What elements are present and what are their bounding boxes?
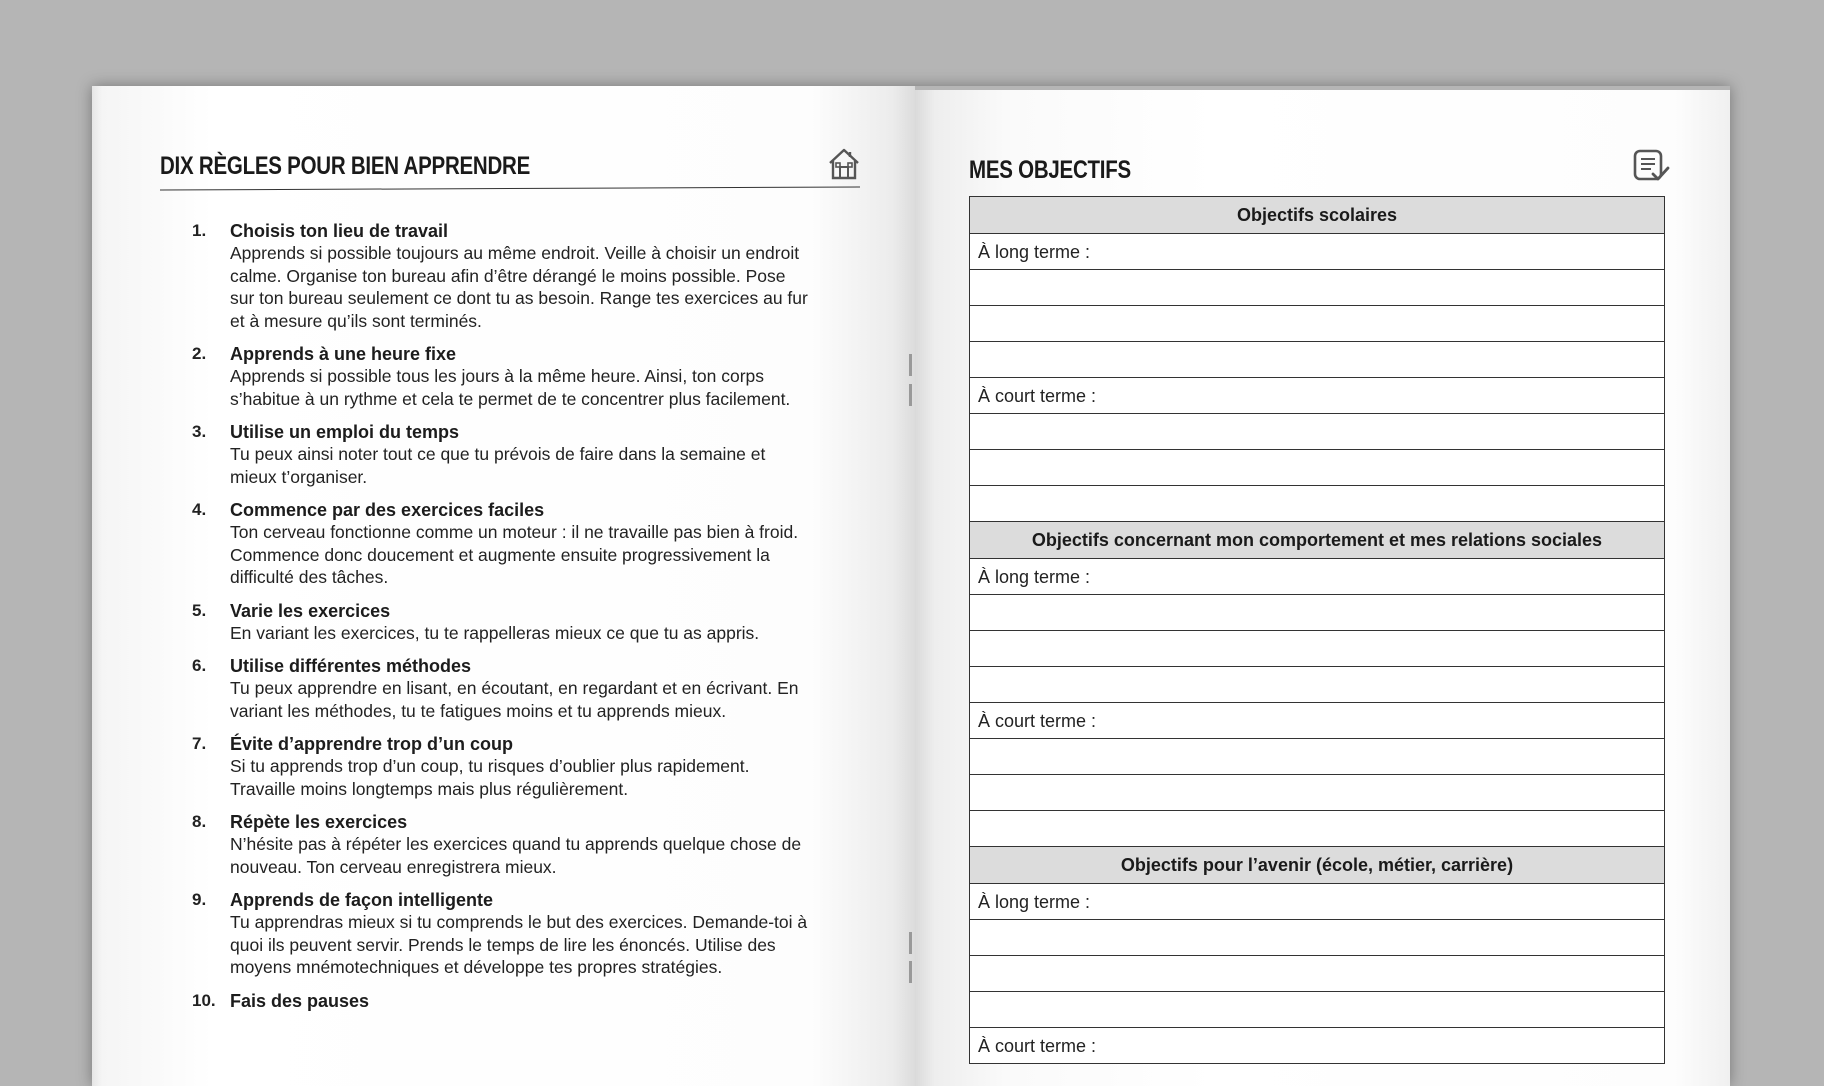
goal-writing-line [970,306,1664,342]
rule-number: 4. [192,500,207,519]
rule-item [192,889,812,979]
rule-number: 10. [192,990,216,1010]
rule-number: 6. [192,656,207,675]
goal-writing-line [970,811,1664,847]
right-page [915,90,1730,1086]
rule-text: Si tu apprends trop d’un coup, tu risques d’oublier plus rapidement. Travaille moins longtemps mais plus régulièrement. [230,756,750,799]
page-title: MES OBJECTIFS [969,156,1131,184]
goals-table [969,196,1665,1064]
rules-list [192,220,812,1023]
rule-number: 7. [192,734,207,753]
rule-number: 8. [192,812,207,831]
goal-writing-line [970,631,1664,667]
booklet-spread [92,86,1730,1086]
goal-writing-line [970,342,1664,378]
rule-item [192,600,812,645]
goal-writing-line [970,667,1664,703]
rule-item [192,343,812,410]
goal-section-heading: Objectifs concernant mon comportement et mes relations sociales [970,522,1664,559]
rule-item [192,421,812,488]
house-icon [826,146,862,187]
title-underline [160,186,860,190]
rule-item [192,990,812,1012]
rule-text: Tu peux apprendre en lisant, en écoutant, en regardant et en écrivant. En variant les méthodes, tu te fatigues moins et tu apprends mieux. [230,678,799,721]
rule-number: 1. [192,221,207,240]
goal-term-label: À court terme : [970,378,1664,414]
goal-term-label: À long terme : [970,234,1664,270]
rule-item [192,733,812,800]
rule-text: Ton cerveau fonctionne comme un moteur : il ne travaille pas bien à froid. Commence donc doucement et augmente ensuite progressivement la difficulté des tâches. [230,522,799,587]
rule-number: 9. [192,890,207,909]
staple-mark [909,932,912,954]
rule-title: Commence par des exercices faciles [230,500,545,520]
rule-title: Varie les exercices [230,600,391,621]
rule-item [192,811,812,878]
rule-text: Apprends si possible toujours au même endroit. Veille à choisir un endroit calme. Organise ton bureau afin d’être dérangé le moins possible. Pose sur ton bureau seulement ce dont tu as besoin. Range tes exercices au fur et à mesure qu’ils sont terminés. [230,243,808,331]
rule-title: Fais des pauses [230,990,370,1011]
rule-title: Apprends de façon intelligente [230,890,494,910]
rule-title: Apprends à une heure fixe [230,344,457,364]
goal-section-heading: Objectifs pour l’avenir (école, métier, carrière) [970,847,1664,884]
rule-text: En variant les exercices, tu te rappelleras mieux ce que tu as appris. [230,622,760,643]
goal-term-label: À court terme : [970,703,1664,739]
goal-writing-line [970,595,1664,631]
rule-item [192,220,812,332]
rule-title: Évite d’apprendre trop d’un coup [230,734,514,754]
goal-term-label: À long terme : [970,559,1664,595]
rule-number: 2. [192,344,207,363]
staple-mark [909,354,912,376]
goal-term-label: À court terme : [970,1028,1664,1064]
goal-section-heading: Objectifs scolaires [970,197,1664,234]
staple-mark [909,384,912,406]
goal-writing-line [970,486,1664,522]
goal-writing-line [970,450,1664,486]
rule-text: Tu peux ainsi noter tout ce que tu prévois de faire dans la semaine et mieux t’organiser. [230,444,766,487]
page-title: DIX RÈGLES POUR BIEN APPRENDRE [160,152,531,180]
staple-mark [909,961,912,983]
rule-title: Répète les exercices [230,812,408,832]
rule-item [192,499,812,589]
goal-writing-line [970,992,1664,1028]
rule-number: 3. [192,422,207,441]
left-page [92,86,915,1086]
goal-writing-line [970,270,1664,306]
rule-title: Utilise différentes méthodes [230,656,472,676]
rule-title: Utilise un emploi du temps [230,422,460,442]
goal-writing-line [970,739,1664,775]
rule-number: 5. [192,600,207,620]
goal-writing-line [970,956,1664,992]
rule-title: Choisis ton lieu de travail [230,221,449,241]
goal-term-label: À long terme : [970,884,1664,920]
checklist-icon [1632,148,1672,189]
goal-writing-line [970,920,1664,956]
rule-item [192,655,812,722]
goal-writing-line [970,775,1664,811]
goal-writing-line [970,414,1664,450]
rule-text: N’hésite pas à répéter les exercices quand tu apprends quelque chose de nouveau. Ton cerveau enregistrera mieux. [230,834,802,877]
rule-text: Tu apprendras mieux si tu comprends le but des exercices. Demande-toi à quoi ils peuvent servir. Prends le temps de lire les énoncés. Utilise des moyens mnémotechniques et développe tes propres stratégies. [230,912,808,977]
rule-text: Apprends si possible tous les jours à la même heure. Ainsi, ton corps s’habitue à un rythme et cela te permet de te concentrer plus facilement. [230,366,791,409]
